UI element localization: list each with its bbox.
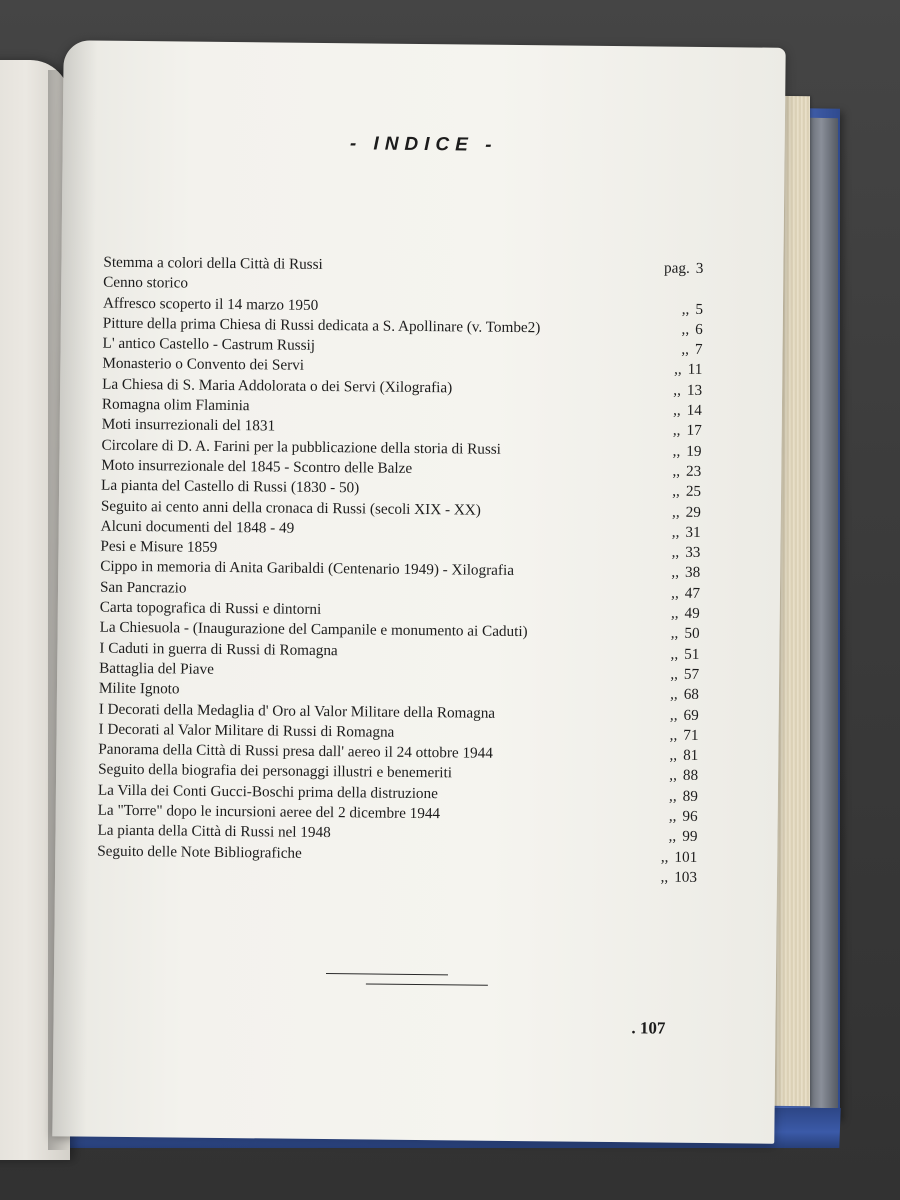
toc-entry-page [657, 258, 703, 278]
separator-line [326, 973, 448, 975]
toc-entry-title: I Caduti in guerra di Russi di Romagna [99, 639, 338, 659]
toc-entry-marker: ,, [672, 422, 681, 440]
toc-entry-marker: ,, [681, 340, 690, 359]
toc-entry-page [656, 401, 702, 421]
toc-entry-marker: ,, [669, 787, 677, 805]
toc-entry-marker: ,, [672, 482, 680, 500]
toc-entry-page-number: 13 [686, 381, 703, 399]
toc-entry-marker: ,, [660, 848, 669, 866]
toc-entry-title: Panorama della Città di Russi presa dall' aereo il 24 ottobre 1944 [98, 740, 493, 762]
toc-entry-page [654, 583, 700, 603]
toc-entry-title: Monasterio o Convento dei Servi [102, 355, 305, 375]
toc-entry-page-number: 69 [683, 706, 699, 724]
toc-entry-marker: ,, [671, 503, 680, 521]
toc-entry-title: Alcuni documenti del 1848 - 49 [100, 517, 295, 537]
toc-entry-page-number: 33 [685, 543, 701, 562]
toc-entry-page [652, 725, 698, 745]
toc-entry-page [655, 522, 701, 542]
toc-entry-page-number: 51 [684, 645, 700, 663]
toc-entry-title: Stemma a colori della Città di Russi [103, 253, 323, 273]
toc-entry-title: La pianta del Castello di Russi (1830 - 50) [101, 476, 360, 497]
toc-entry-page-number: 7 [694, 341, 703, 359]
toc-entry-title: La Chiesa di S. Maria Addolorata o dei Servi (Xilografia) [102, 375, 453, 397]
toc-entry-title: Affresco scoperto il 14 marzo 1950 [102, 294, 319, 314]
toc-entry-page-number: 23 [686, 462, 702, 480]
toc-entry-page-number: 17 [686, 422, 702, 440]
toc-entry-page-number: 96 [682, 807, 698, 825]
toc-entry-page-number: 31 [685, 523, 701, 541]
toc-entry-page [656, 380, 702, 400]
toc-entry-marker: ,, [671, 584, 679, 602]
toc-entry-page [652, 746, 698, 766]
toc-entry-title: I Decorati della Medaglia d' Oro al Valor Militare della Romagna [98, 700, 496, 722]
toc-entry-page [653, 685, 699, 705]
toc-entry-page-number: 88 [682, 767, 699, 785]
toc-entry-marker: ,, [660, 868, 669, 886]
toc-entry-page [655, 502, 701, 522]
toc-entry-page-number: 89 [682, 787, 698, 805]
table-of-contents [97, 253, 704, 888]
toc-entry-page-number: 5 [695, 300, 704, 318]
toc-entry-marker: ,, [681, 300, 690, 318]
toc-entry-page-number: 38 [684, 564, 701, 582]
toc-entry-page [653, 705, 699, 725]
page-number: . 107 [631, 1018, 666, 1038]
toc-entry-page-number: 99 [682, 828, 698, 846]
toc-entry-page [653, 664, 699, 684]
toc-entry-marker: ,, [671, 543, 680, 561]
toc-entry-title: I Decorati al Valor Militare di Russi di Romagna [98, 720, 395, 741]
toc-entry-page-number: 14 [686, 401, 703, 420]
toc-entry-marker: ,, [672, 442, 681, 460]
toc-entry-title: Romagna olim Flaminia [101, 395, 250, 415]
toc-entry-marker: ,, [668, 827, 677, 846]
toc-entry-page [656, 360, 702, 380]
toc-entry-marker: ,, [669, 706, 678, 724]
toc-entry-page [654, 563, 700, 583]
toc-entry-title: Seguito ai cento anni della cronaca di Russi (secoli XIX - XX) [100, 497, 481, 519]
cover-edge [810, 118, 838, 1108]
toc-entry-page [651, 827, 697, 847]
toc-entry-page-number: 68 [683, 686, 700, 704]
toc-entry-marker: ,, [673, 401, 681, 419]
toc-entry-page [656, 340, 702, 360]
toc-entry-marker: ,, [670, 604, 679, 622]
toc-entry-title: L' antico Castello - Castrum Russij [102, 334, 316, 355]
toc-entry-title: La Chiesuola - (Inaugurazione del Campanile e monumento ai Caduti) [99, 619, 528, 641]
toc-entry-page-number: 50 [684, 625, 700, 643]
toc-entry-title: Cenno storico [103, 273, 189, 292]
toc-entry-page [657, 279, 703, 299]
toc-entry-page [651, 867, 697, 887]
toc-entry-marker: ,, [669, 726, 678, 744]
toc-entry-page-number: 47 [684, 584, 701, 602]
toc-entry-title: Cippo in memoria di Anita Garibaldi (Centenario 1949) - Xilografia [100, 558, 515, 580]
toc-entry-title: Seguito delle Note Bibliografiche [97, 842, 302, 862]
toc-entry-title: Carta topografica di Russi e dintorni [99, 598, 322, 619]
toc-entry-page [655, 441, 701, 461]
toc-entry-marker: ,, [669, 746, 678, 764]
toc-entry-page-number: 103 [674, 868, 698, 886]
toc-entry-marker: ,, [670, 685, 678, 703]
toc-entry-page-number: 11 [687, 361, 703, 379]
toc-entry-page [652, 786, 698, 806]
toc-entry-page-number: 3 [695, 259, 704, 277]
index-page [52, 40, 785, 1144]
toc-entry-page-number: 19 [686, 442, 702, 460]
toc-entry-page [654, 543, 700, 563]
toc-entry-marker: ,, [670, 624, 679, 643]
toc-entry-title: Moti insurrezionali del 1831 [101, 416, 276, 435]
toc-entry-page-number: 6 [695, 320, 703, 338]
toc-entry-page [656, 421, 702, 441]
toc-entry-page [657, 319, 703, 339]
toc-entry-page [654, 604, 700, 624]
toc-entry-page-number: 49 [684, 604, 700, 622]
toc-entry-title: Milite Ignoto [98, 679, 180, 698]
toc-entry-title: Moto insurrezionale del 1845 - Scontro delle Balze [101, 456, 413, 477]
toc-entry-marker: ,, [673, 381, 682, 399]
toc-entry-title: La Villa dei Conti Gucci-Boschi prima della distruzione [97, 781, 439, 802]
toc-entry-page-number: 25 [685, 483, 702, 501]
toc-entry-page [655, 482, 701, 502]
toc-entry-marker: ,, [672, 462, 681, 480]
toc-entry-title: Circolare di D. A. Farini per la pubblicazione della storia di Russi [101, 436, 502, 458]
toc-entry-marker: pag. [663, 259, 690, 277]
toc-entry-page [651, 847, 697, 867]
toc-entry-page-number: 57 [683, 665, 700, 683]
page-title: - INDICE - [349, 133, 498, 156]
toc-entry-title: Seguito della biografia dei personaggi illustri e benemeriti [98, 761, 453, 782]
toc-entry-title: La pianta della Città di Russi nel 1948 [97, 821, 331, 842]
toc-entry-page [653, 644, 699, 664]
toc-entry-page-number: 29 [685, 503, 701, 521]
toc-entry-page [652, 806, 698, 826]
toc-entry-marker: ,, [674, 361, 682, 379]
separator-line [366, 983, 488, 985]
toc-entry-title: Pitture della prima Chiesa di Russi dedicata a S. Apollinare (v. Tombe2) [102, 314, 541, 337]
toc-entry-page [655, 461, 701, 481]
toc-entry-page-number: 71 [683, 726, 699, 744]
toc-entry-marker: ,, [670, 645, 679, 663]
toc-entry-title: La "Torre" dopo le incursioni aeree del 2 dicembre 1944 [97, 801, 441, 823]
toc-entry-marker: ,, [668, 807, 677, 825]
toc-entry-marker: ,, [670, 665, 679, 683]
toc-entry-marker: ,, [681, 320, 690, 338]
toc-entry-page [652, 766, 698, 786]
toc-entry-title: San Pancrazio [99, 578, 187, 597]
toc-entry-page [653, 624, 699, 644]
toc-entry-marker: ,, [669, 767, 677, 785]
toc-entry-marker: ,, [671, 564, 680, 582]
toc-entry-title: Pesi e Misure 1859 [100, 537, 218, 557]
toc-entry-title: Battaglia del Piave [99, 659, 214, 678]
toc-entry-page [657, 299, 703, 319]
toc-entry-marker: ,, [671, 523, 680, 541]
toc-entry-page-number: 81 [683, 746, 699, 765]
toc-entry-page-number: 101 [674, 848, 698, 866]
